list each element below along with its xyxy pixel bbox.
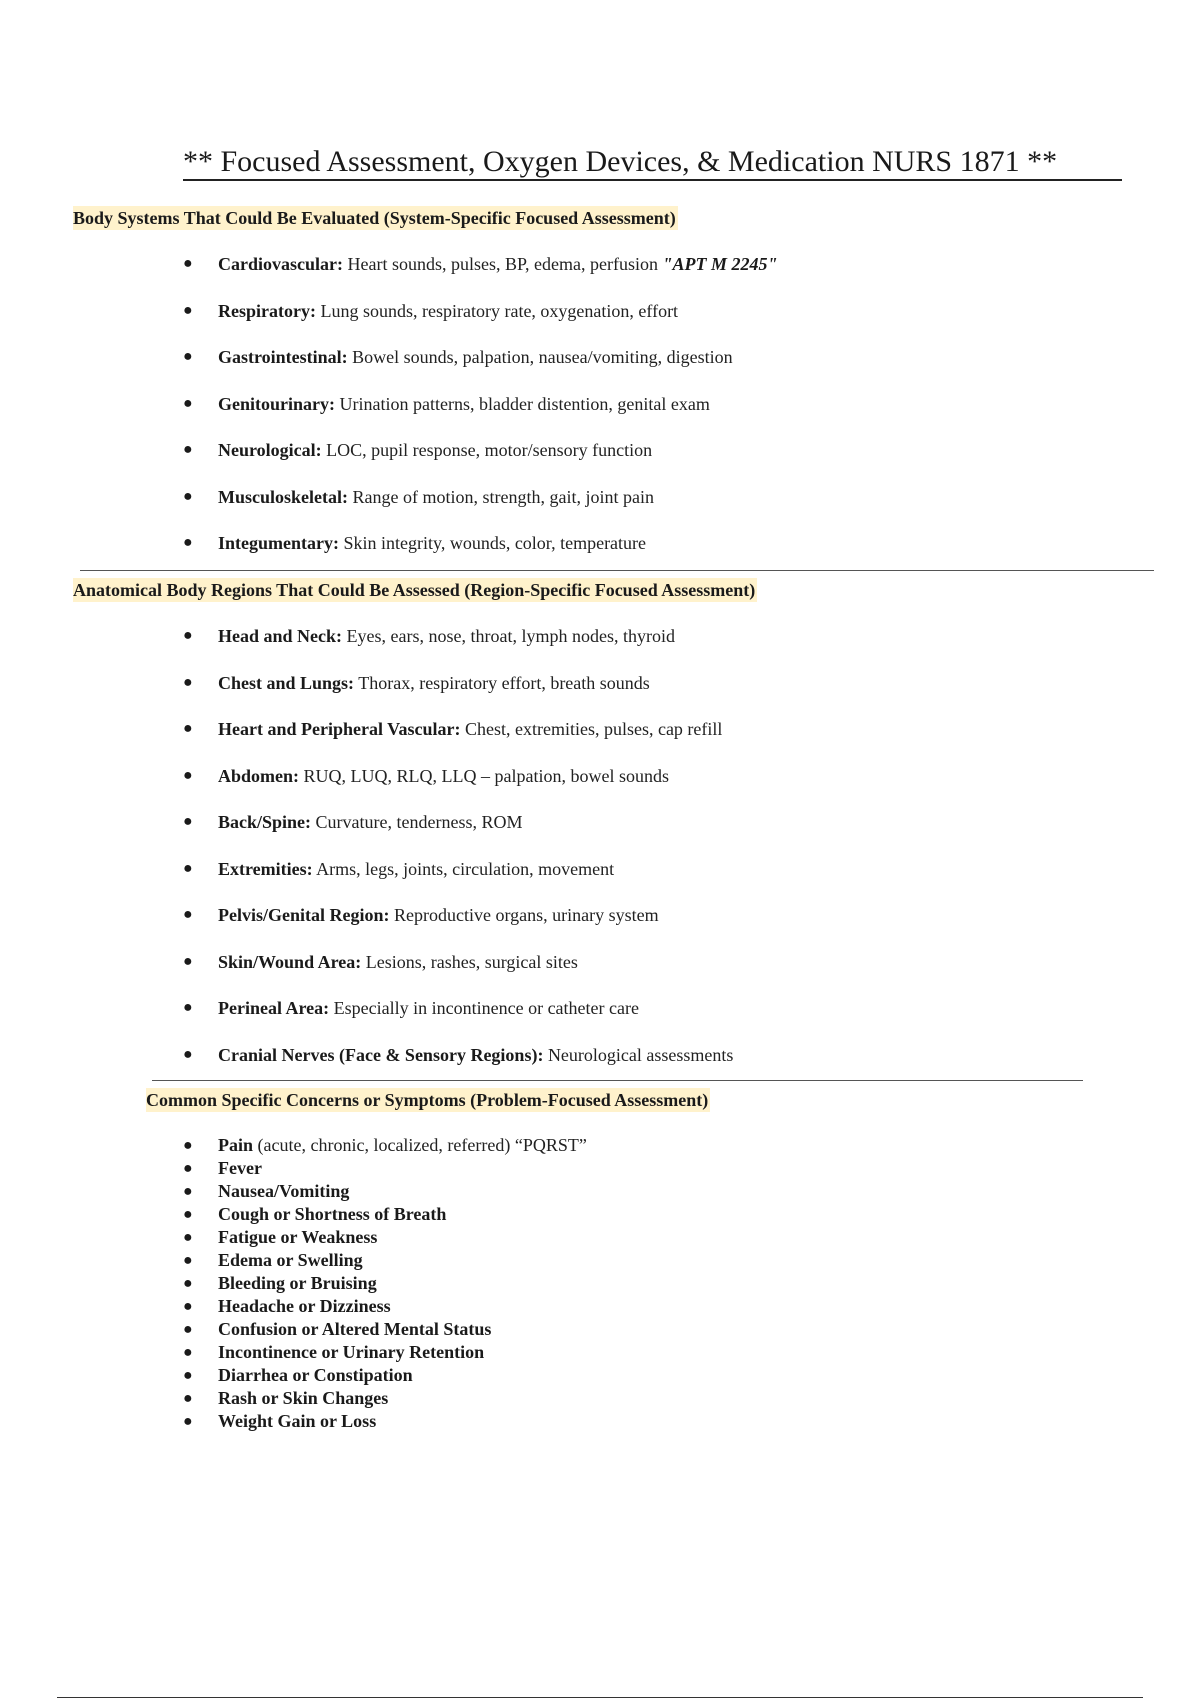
body-systems-list [183, 252, 777, 578]
item-term: Diarrhea or Constipation [218, 1365, 413, 1385]
item-description: Thorax, respiratory effort, breath sounds [354, 672, 650, 693]
list-item [183, 810, 733, 857]
item-description: RUQ, LUQ, RLQ, LLQ – palpation, bowel sounds [299, 765, 669, 786]
bullet-icon: ● [183, 766, 193, 784]
item-term: Extremities: [218, 858, 313, 879]
bullet-icon: ● [183, 348, 193, 365]
section-heading-text: Body Systems That Could Be Evaluated (System-Specific Focused Assessment) [73, 208, 676, 228]
bullet-icon: ● [183, 673, 193, 691]
page-title: ** Focused Assessment, Oxygen Devices, & Medication NURS 1871 ** [183, 145, 1058, 178]
list-item [183, 1364, 587, 1387]
item-term: Perineal Area: [218, 998, 330, 1018]
list-item [183, 764, 733, 811]
bullet-icon: ● [183, 534, 193, 551]
item-term: Skin/Wound Area: [218, 951, 362, 972]
item-term: Integumentary: [218, 533, 339, 553]
item-term: Chest and Lungs: [218, 672, 355, 693]
list-item [183, 1226, 587, 1249]
item-description: Range of motion, strength, gait, joint pain [348, 486, 654, 507]
list-item [183, 857, 733, 904]
item-term: Heart and Peripheral Vascular: [218, 719, 461, 739]
concerns-list [183, 1134, 587, 1433]
bullet-icon: ● [183, 1344, 193, 1361]
body-regions-list [183, 624, 733, 1089]
item-term: Musculoskeletal: [218, 486, 348, 507]
bullet-icon: ● [183, 906, 193, 923]
item-term: Pain [218, 1135, 254, 1155]
bullet-icon: ● [183, 1252, 193, 1269]
bullet-icon: ● [183, 1275, 193, 1292]
section-divider [152, 1080, 1083, 1081]
item-description: Lesions, rashes, surgical sites [361, 951, 578, 972]
list-item [183, 624, 733, 671]
item-description: LOC, pupil response, motor/sensory function [321, 440, 653, 460]
bullet-icon: ● [183, 627, 193, 644]
list-item [183, 1295, 587, 1318]
bullet-icon: ● [183, 1321, 193, 1338]
title-underline [183, 179, 1122, 181]
bullet-icon: ● [183, 999, 193, 1016]
section-divider [80, 570, 1154, 571]
list-item [183, 996, 733, 1043]
item-term: Respiratory: [218, 300, 316, 321]
list-item [183, 1272, 587, 1295]
list-item [183, 299, 777, 346]
bullet-icon: ● [183, 1367, 193, 1384]
bullet-icon: ● [183, 441, 193, 458]
list-item [183, 1318, 587, 1341]
bullet-icon: ● [183, 1206, 193, 1223]
item-term: Nausea/Vomiting [218, 1181, 350, 1201]
list-item [183, 1180, 587, 1203]
bullet-icon: ● [183, 813, 193, 830]
list-item [183, 671, 733, 718]
item-description: (acute, chronic, localized, referred) “PQRST” [253, 1135, 587, 1155]
section-heading-body-systems [73, 206, 678, 230]
item-description: Neurological assessments [543, 1044, 734, 1065]
item-term: Neurological: [218, 440, 322, 460]
item-description: Skin integrity, wounds, color, temperature [338, 533, 647, 553]
item-term: Fatigue or Weakness [218, 1227, 378, 1247]
list-item [183, 1134, 587, 1157]
bullet-icon: ● [183, 720, 193, 737]
bullet-icon: ● [183, 1045, 193, 1063]
list-item [183, 903, 733, 950]
list-item [183, 1341, 587, 1364]
section-heading-body-regions [73, 578, 757, 602]
bullet-icon: ● [183, 255, 193, 272]
bullet-icon: ● [183, 952, 193, 970]
item-term: Fever [218, 1158, 262, 1178]
list-item [183, 1043, 733, 1090]
section-heading-concerns [146, 1088, 710, 1112]
item-term: Confusion or Altered Mental Status [218, 1319, 492, 1339]
bullet-icon: ● [183, 1183, 193, 1200]
bullet-icon: ● [183, 859, 193, 877]
item-description: Bowel sounds, palpation, nausea/vomiting, digestion [347, 347, 733, 367]
bullet-icon: ● [183, 1137, 193, 1154]
bullet-icon: ● [183, 1413, 193, 1430]
item-term: Rash or Skin Changes [218, 1388, 389, 1408]
item-term: Pelvis/Genital Region: [218, 905, 390, 925]
item-term: Cough or Shortness of Breath [218, 1204, 447, 1224]
item-description: Heart sounds, pulses, BP, edema, perfusion [343, 254, 663, 274]
item-term: Bleeding or Bruising [218, 1273, 377, 1293]
page-bottom-rule [57, 1697, 1143, 1698]
item-description: Urination patterns, bladder distention, genital exam [335, 393, 710, 414]
list-item [183, 1157, 587, 1180]
list-item [183, 717, 733, 764]
item-term: Weight Gain or Loss [218, 1411, 377, 1431]
item-description: Eyes, ears, nose, throat, lymph nodes, thyroid [342, 626, 675, 646]
item-description: Reproductive organs, urinary system [389, 905, 659, 925]
list-item [183, 392, 777, 439]
list-item [183, 485, 777, 532]
list-item [183, 950, 733, 997]
bullet-icon: ● [183, 1160, 193, 1177]
list-item [183, 438, 777, 485]
item-term: Genitourinary: [218, 393, 335, 414]
bullet-icon: ● [183, 1298, 193, 1315]
item-term: Cranial Nerves (Face & Sensory Regions): [218, 1044, 544, 1065]
list-item [183, 252, 777, 299]
list-item [183, 1410, 587, 1433]
bullet-icon: ● [183, 301, 193, 319]
section-heading-text: Common Specific Concerns or Symptoms (Problem-Focused Assessment) [146, 1090, 709, 1110]
item-description: Arms, legs, joints, circulation, movement [312, 858, 615, 879]
item-term: Incontinence or Urinary Retention [218, 1342, 485, 1362]
item-term: Head and Neck: [218, 626, 343, 646]
bullet-icon: ● [183, 1229, 193, 1246]
bullet-icon: ● [183, 394, 193, 412]
list-item [183, 1249, 587, 1272]
item-term: Back/Spine: [218, 812, 312, 832]
item-term: Abdomen: [218, 765, 300, 786]
item-description: Lung sounds, respiratory rate, oxygenation, effort [315, 300, 679, 321]
item-term: Cardiovascular: [218, 254, 343, 274]
item-description: Especially in incontinence or catheter care [329, 998, 639, 1018]
list-item [183, 345, 777, 392]
item-term: Edema or Swelling [218, 1250, 363, 1270]
list-item [183, 1203, 587, 1226]
section-heading-text: Anatomical Body Regions That Could Be Assessed (Region-Specific Focused Assessment) [73, 580, 756, 600]
item-term: Headache or Dizziness [218, 1296, 391, 1316]
item-description: Chest, extremities, pulses, cap refill [460, 719, 723, 739]
item-term: Gastrointestinal: [218, 347, 348, 367]
bullet-icon: ● [183, 1390, 193, 1407]
item-mnemonic: "APT M 2245" [662, 254, 778, 274]
list-item [183, 1387, 587, 1410]
item-description: Curvature, tenderness, ROM [311, 812, 523, 832]
bullet-icon: ● [183, 487, 193, 505]
